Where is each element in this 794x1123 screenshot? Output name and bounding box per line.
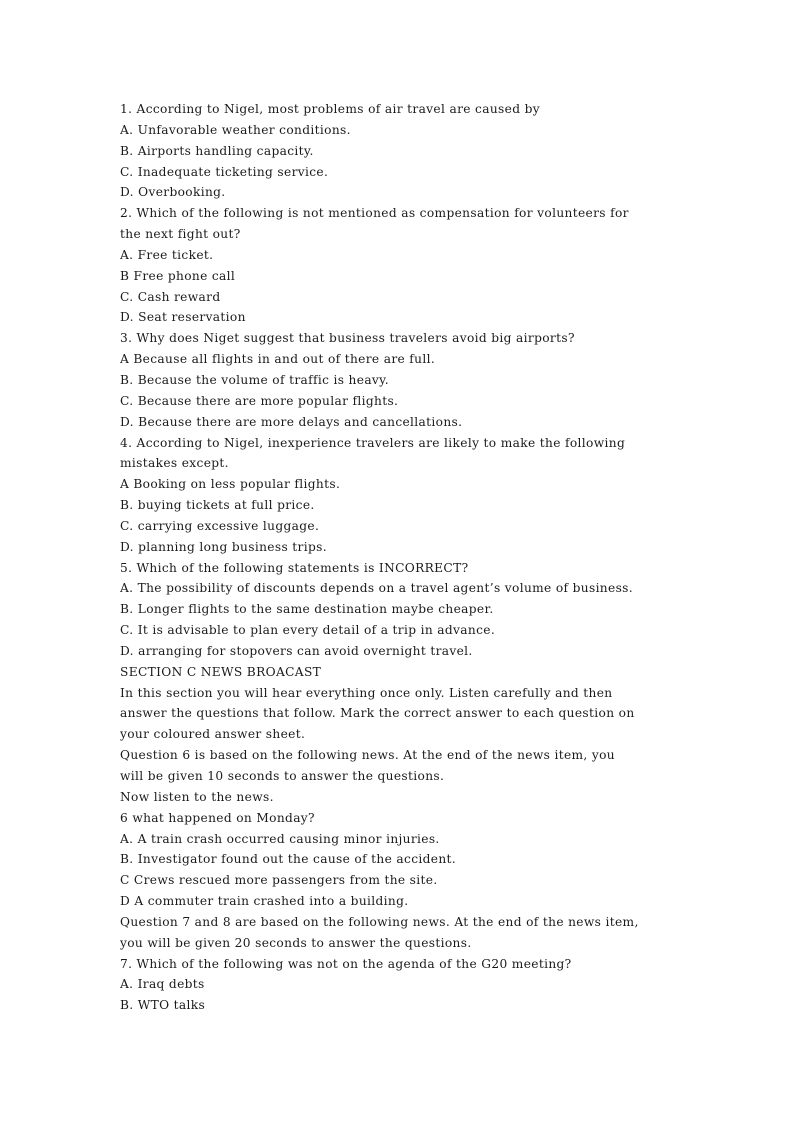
question-1-option-c: C. Inadequate ticketing service.	[120, 164, 329, 179]
question-5-option-b: B. Longer flights to the same destination maybe cheaper.	[120, 602, 494, 617]
question-4-option-c: C. carrying excessive luggage.	[120, 518, 320, 533]
question-2-stem-continued: the next fight out?	[120, 227, 241, 242]
question-3-option-d: D. Because there are more delays and cancellations.	[120, 414, 463, 429]
section-c-instructions: In this section you will hear everything once only. Listen carefully and then	[120, 685, 613, 700]
question-5-stem: 5. Which of the following statements is INCORRECT?	[120, 560, 469, 575]
question-2-option-a: A. Free ticket.	[120, 247, 214, 262]
question-7-8-intro-continued: you will be given 20 seconds to answer the questions.	[120, 935, 472, 950]
question-2-option-d: D. Seat reservation	[120, 310, 246, 325]
question-2-option-c: C. Cash reward	[120, 289, 221, 304]
question-6-option-b: B. Investigator found out the cause of the accident.	[120, 852, 457, 867]
question-4-option-b: B. buying tickets at full price.	[120, 498, 315, 513]
question-5-option-a: A. The possibility of discounts depends on a travel agent’s volume of business.	[120, 581, 634, 596]
question-6-option-a: A. A train crash occurred causing minor injuries.	[120, 831, 440, 846]
question-4-stem: 4. According to Nigel, inexperience travelers are likely to make the following	[120, 435, 626, 450]
question-4-option-d: D. planning long business trips.	[120, 539, 327, 554]
document-page	[120, 99, 690, 1016]
question-5-option-c: C. It is advisable to plan every detail of a trip in advance.	[120, 623, 496, 638]
section-c-heading: SECTION C NEWS BROACAST	[120, 664, 322, 679]
question-3-option-c: C. Because there are more popular flights.	[120, 393, 399, 408]
question-7-8-intro: Question 7 and 8 are based on the following news. At the end of the news item,	[120, 914, 639, 929]
question-6-intro: Question 6 is based on the following news. At the end of the news item, you	[120, 748, 615, 763]
question-4-stem-continued: mistakes except.	[120, 456, 229, 471]
question-3-stem: 3. Why does Niget suggest that business travelers avoid big airports?	[120, 331, 575, 346]
question-4-option-a: A Booking on less popular flights.	[120, 477, 341, 492]
question-6-option-d: D A commuter train crashed into a building.	[120, 894, 409, 909]
question-1-option-b: B. Airports handling capacity.	[120, 143, 314, 158]
question-2-stem: 2. Which of the following is not mentioned as compensation for volunteers for	[120, 206, 629, 221]
question-6-option-c: C Crews rescued more passengers from the site.	[120, 873, 438, 888]
question-3-option-b: B. Because the volume of traffic is heavy.	[120, 372, 390, 387]
section-c-instructions-continued: answer the questions that follow. Mark the correct answer to each question on	[120, 706, 635, 721]
question-7-option-a: A. Iraq debts	[120, 977, 205, 992]
question-7-option-b: B. WTO talks	[120, 998, 206, 1013]
question-2-option-b: B Free phone call	[120, 268, 236, 283]
question-1-option-a: A. Unfavorable weather conditions.	[120, 122, 351, 137]
question-1-stem: 1. According to Nigel, most problems of air travel are caused by	[120, 102, 540, 116]
question-1-option-d: D. Overbooking.	[120, 185, 226, 200]
question-3-option-a: A Because all flights in and out of there are full.	[120, 352, 436, 367]
question-7-stem: 7. Which of the following was not on the agenda of the G20 meeting?	[120, 956, 572, 971]
question-6-intro-continued: will be given 10 seconds to answer the questions.	[120, 769, 445, 783]
question-5-option-d: D. arranging for stopovers can avoid overnight travel.	[120, 643, 473, 658]
section-c-instructions-end: your coloured answer sheet.	[120, 727, 306, 742]
question-6-stem: 6 what happened on Monday?	[120, 810, 315, 825]
listen-instruction: Now listen to the news.	[120, 789, 274, 804]
